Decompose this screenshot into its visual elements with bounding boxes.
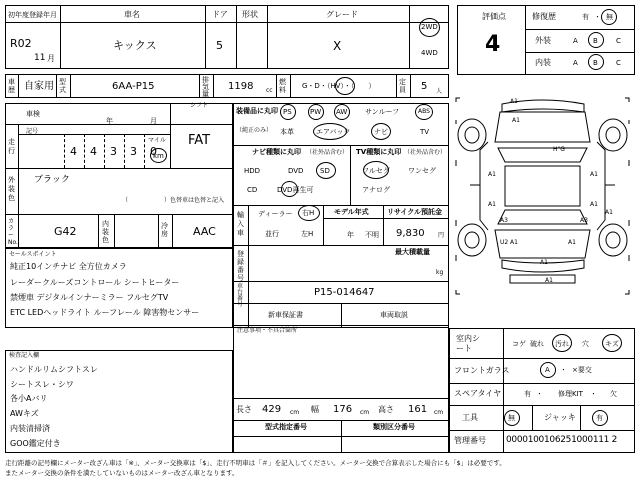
import-right: 右H xyxy=(302,209,315,217)
length-unit: cm xyxy=(290,409,300,416)
navi-sd: SD xyxy=(320,167,330,175)
equip-sunroof: サンルーフ xyxy=(365,108,400,116)
inspection-sheet: 初年度登録年月 R02 11 月 車名 キックス ドア 5 形状 グレード X 2WD 4WD 評価点 4 修復歴 有 ・ 無 外装 A B C 内装 A B C 車歴 自家用 型式 6AA-P15 排気量 1198 cc 燃料 G・D・（HV）・（ ） 定員 5 人 車検 年 月 シフト FAT 走行 記号 4 4 3 3 0 マイル km 外装色 ブラック （ ）色替車は色替と記入 カラーNo. G42 内装色 冷房 AAC 装備品に丸印 （純正のみ） PS PW AW サンルーフ ABS 本革 エアバック ナビ TV ナビ種類に丸印 （社外品含む） HDD DVD SD CD DVD再生可 TV種類に丸印 （社外品含む） フルセグ ワンセグ アナログ 輸入車 ディーラー 右H 並行 左H モデル年式 年 不明 リサイクル預託金 9,830 円 登録番号 最大積載量 kg 車台番号 P15-014647 新車保証書 車両取説 セールスポイント 純正10インチナビ 全方位カメラ レーダークルーズコントロール シートヒーター 禁煙車 デジタルインナーミラー フルセグTV ETC LEDヘッドライト ルーフレール 障害物センサー 注意事項・不具合箇所 長さ 429 cm 幅 176 cm 高さ 161 cm 型式指定番号 類別区分番号 検査記入欄 ハンドルリムシフトスレ シートスレ・シワ 各小Aバリ AWキズ 内装清掃済 GOO鑑定付き A1 A1 A1 A1 A1 A1 A1 A3 A3 A1 U2 A1 A1 A1 H"G 室内シート コゲ 破れ 汚れ 穴 キズ フロントガラス A ・ ×要交 スペアタイヤ 有 ・ 修理KIT ・ 欠 工具 無 ジャッキ 有 管理番号 0000100106251000111 2 走行距離の記号欄にメーター改ざん車は「※」、メーター交換車は「$」、走行不明車は「＃」を記入してください。メーター交換で合算表示した場合にも「$」は必要です。 またメーター交換の条件を満たしていないものはメーター改ざん車となります。 xyxy=(0,0,640,480)
import-left: 左H xyxy=(301,230,314,238)
mileage-unit-label: マイル xyxy=(148,137,166,144)
spare-repair-kit: 修理KIT xyxy=(558,390,583,398)
mileage-digit-2: 4 xyxy=(90,145,97,158)
height-label: 高さ xyxy=(378,405,394,414)
class-label: 類別区分番号 xyxy=(373,423,415,431)
equip-abs: ABS xyxy=(418,108,430,115)
aircon-label: 冷房 xyxy=(161,222,168,238)
tools-value: 無 xyxy=(508,414,515,422)
damage-mark: A1 xyxy=(590,171,598,178)
shape-label: 形状 xyxy=(242,10,258,19)
recycle-yen-unit: 円 xyxy=(438,232,445,239)
navi-dvd: DVD xyxy=(288,167,304,175)
height-value: 161 xyxy=(408,404,428,415)
fuel-hv-circle xyxy=(335,77,355,95)
inspector-label: 検査記入欄 xyxy=(9,352,40,359)
car-diagram xyxy=(450,90,635,320)
drive-2wd: 2WD xyxy=(421,23,438,31)
mileage-label: 走行 xyxy=(8,138,15,155)
aircon-value: AAC xyxy=(193,225,216,238)
door-value: 5 xyxy=(216,39,223,52)
import-label: 輸入車 xyxy=(237,211,244,237)
mileage-digits-label: 記号 xyxy=(26,128,39,135)
color-no-value: G42 xyxy=(54,225,77,238)
mileage-digit-4: 3 xyxy=(130,145,137,158)
score-value: 4 xyxy=(485,32,501,57)
selling-line-1: 純正10インチナビ 全方位カメラ xyxy=(10,262,127,271)
usage-value: 自家用 xyxy=(24,81,54,92)
inspector-line-5: 内装清掃済 xyxy=(10,424,50,433)
model-year-unknown: 不明 xyxy=(365,231,379,239)
interior-sheet-label: 室内シート xyxy=(456,334,480,353)
model-year-unit: 年 xyxy=(347,231,354,239)
footer-line-2: またメーター交換の条件を満たしていないものはメーター改ざん車となります。 xyxy=(5,469,239,477)
navi-cd: CD xyxy=(247,186,258,194)
spare-missing: 欠 xyxy=(610,390,617,398)
capacity-value: 5 xyxy=(421,81,428,92)
jack-label: ジャッキ xyxy=(544,413,576,422)
mileage-digit-5: 0 xyxy=(150,145,157,158)
reg-month-unit: 月 xyxy=(47,54,55,63)
import-dealer: ディーラー xyxy=(258,210,293,218)
max-load-kg: kg xyxy=(436,269,444,276)
displacement-label: 排気量 xyxy=(202,76,209,98)
equip-tv: TV xyxy=(420,128,430,136)
reg-year-value: R02 xyxy=(10,37,32,50)
management-value: 0000100106251000111 2 xyxy=(506,435,618,445)
cc-unit: cc xyxy=(266,87,273,94)
color-no-label: カラーNo. xyxy=(8,218,18,246)
spare-sep-1: ・ xyxy=(536,390,543,398)
color-value: ブラック xyxy=(34,175,70,185)
equipment-sub-label: （純正のみ） xyxy=(236,127,273,134)
length-label: 長さ xyxy=(236,405,252,414)
interior-label: 内装 xyxy=(535,58,551,67)
damage-mark: A1 xyxy=(568,239,576,246)
door-label: ドア xyxy=(212,10,228,19)
damage-mark: A3 xyxy=(500,217,508,224)
score-label: 評価点 xyxy=(482,12,506,21)
mileage-digit-1: 4 xyxy=(70,145,77,158)
navi-hdd: HDD xyxy=(244,167,261,175)
sheet-tear: 破れ xyxy=(530,340,544,348)
damage-mark: A1 xyxy=(510,98,518,105)
damage-mark: A1 xyxy=(540,259,548,266)
fuel-options: G・D・（HV）・（ ） xyxy=(302,82,376,90)
management-label: 管理番号 xyxy=(454,436,486,445)
repair-no: 無 xyxy=(606,13,613,21)
grade-label: グレード xyxy=(326,10,358,19)
damage-mark: A1 xyxy=(510,239,518,246)
ext-grade-c: C xyxy=(616,37,621,45)
damage-mark: A1 xyxy=(512,117,520,124)
navi-dvd-play: DVD再生可 xyxy=(277,186,314,194)
mileage-digit-3: 3 xyxy=(110,145,117,158)
inspector-line-3: 各小Aバリ xyxy=(10,394,48,403)
capacity-label: 定員 xyxy=(399,78,406,94)
chassis-value: P15-014647 xyxy=(314,287,375,298)
car-outline-icon xyxy=(450,90,635,320)
selling-points-label: セールスポイント xyxy=(9,251,57,258)
inspection-month-unit: 月 xyxy=(150,117,157,125)
type-cert-label: 型式指定番号 xyxy=(265,423,307,431)
damage-mark: A1 xyxy=(545,277,553,284)
usage-label: 車歴 xyxy=(8,78,15,94)
interior-color-label: 内装色 xyxy=(102,220,109,244)
shift-value: FAT xyxy=(188,133,211,148)
drive-4wd: 4WD xyxy=(421,49,438,57)
sheet-hole: 穴 xyxy=(582,340,589,348)
sheet-scratch: キズ xyxy=(605,340,619,348)
shift-label: シフト xyxy=(190,102,209,109)
front-glass-replace: ×要交 xyxy=(572,366,592,374)
width-unit: cm xyxy=(360,409,370,416)
inspector-line-4: AWキズ xyxy=(10,409,39,418)
displacement-value: 1198 xyxy=(228,81,254,92)
reg-month-value: 11 xyxy=(34,53,46,63)
sheet-stain: 汚れ xyxy=(555,340,569,348)
damage-mark: H"G xyxy=(553,146,565,153)
tv-fullseg: フルセグ xyxy=(362,167,390,175)
recycle-label: リサイクル預託金 xyxy=(387,208,443,216)
equip-navi: ナビ xyxy=(374,128,388,136)
width-value: 176 xyxy=(333,404,353,415)
damage-mark: A1 xyxy=(488,201,496,208)
warranty-doc: 新車保証書 xyxy=(268,311,303,319)
equip-ps: PS xyxy=(283,108,292,116)
front-glass-label: フロントガラス xyxy=(454,366,510,375)
int-grade-b: B xyxy=(593,59,598,67)
model-value: キックス xyxy=(113,39,157,52)
tv-type-label: TV種類に丸印 xyxy=(356,148,402,156)
selling-line-3: 禁煙車 デジタルインナーミラー フルセグTV xyxy=(10,293,169,302)
inspection-year-unit: 年 xyxy=(106,117,113,125)
front-glass-sep: ・ xyxy=(560,366,567,374)
notice-label: 注意事項・不具合箇所 xyxy=(237,327,298,334)
type-label: 型式 xyxy=(59,78,66,94)
navi-type-sub: （社外品含む） xyxy=(306,149,349,156)
fuel-label: 燃料 xyxy=(279,78,286,94)
tv-analog: アナログ xyxy=(362,186,390,194)
model-label: 車名 xyxy=(124,10,140,19)
model-year-label: モデル年式 xyxy=(334,208,369,216)
mileage-unit-km: km xyxy=(153,152,164,160)
selling-line-4: ETC LEDヘッドライト ルーフレール 障害物センサー xyxy=(10,308,200,317)
sheet-scorch: コゲ xyxy=(512,340,526,348)
equip-leather: 本革 xyxy=(280,128,294,136)
length-value: 429 xyxy=(262,404,282,415)
equip-pw: PW xyxy=(310,108,322,116)
color-label: 外装色 xyxy=(8,176,15,202)
inspector-line-2: シートスレ・シワ xyxy=(10,380,74,389)
inspector-line-6: GOO鑑定付き xyxy=(10,439,61,448)
spare-label: スペアタイヤ xyxy=(454,389,502,398)
equip-airbag: エアバック xyxy=(316,128,351,136)
import-parallel: 並行 xyxy=(265,230,279,238)
inspection-label: 車検 xyxy=(26,110,40,118)
equipment-label: 装備品に丸印 xyxy=(236,107,278,115)
int-grade-a: A xyxy=(573,59,578,67)
repair-yes: 有 xyxy=(582,13,589,21)
spare-yes: 有 xyxy=(524,390,531,398)
height-unit: cm xyxy=(434,409,444,416)
recycle-value: 9,830 xyxy=(396,228,425,239)
width-label: 幅 xyxy=(311,405,319,414)
tools-label: 工具 xyxy=(462,413,478,422)
jack-value: 有 xyxy=(596,414,603,422)
type-value: 6AA-P15 xyxy=(112,81,155,92)
equip-aw: AW xyxy=(336,108,348,116)
navi-type-label: ナビ種類に丸印 xyxy=(252,148,301,156)
repair-label: 修復歴 xyxy=(532,12,556,21)
inspector-line-1: ハンドルリムシフトスレ xyxy=(10,365,98,374)
damage-mark: U2 xyxy=(500,239,509,246)
damage-mark: A3 xyxy=(580,217,588,224)
front-glass-a: A xyxy=(545,366,550,374)
footer-line-1: 走行距離の記号欄にメーター改ざん車は「※」、メーター交換車は「$」、走行不明車は「＃」を記入してください。メーター交換で合算表示した場合にも「$」は必要です。 xyxy=(5,459,506,467)
manual-doc: 車両取説 xyxy=(380,311,408,319)
max-load-label: 最大積載量 xyxy=(395,248,430,256)
spare-sep-2: ・ xyxy=(590,390,597,398)
person-unit: 人 xyxy=(436,88,443,95)
dvd-play-circle xyxy=(281,181,298,197)
exterior-label: 外装 xyxy=(535,36,551,45)
reg-year-label: 初年度登録年月 xyxy=(8,11,57,19)
damage-mark: A1 xyxy=(488,171,496,178)
registration-label: 登録番号 xyxy=(237,250,244,282)
damage-mark: A1 xyxy=(590,201,598,208)
damage-mark: A1 xyxy=(605,209,613,216)
grade-value: X xyxy=(333,39,342,53)
tv-type-sub: （社外品含む） xyxy=(404,149,447,156)
selling-line-2: レーダークルーズコントロール シートヒーター xyxy=(10,278,180,287)
color-note: （ ）色替車は色替と記入 xyxy=(122,197,225,204)
tv-oneseg: ワンセグ xyxy=(408,167,436,175)
int-grade-c: C xyxy=(616,59,621,67)
chassis-label: 車台番号 xyxy=(237,283,244,308)
ext-grade-b: B xyxy=(593,37,598,45)
ext-grade-a: A xyxy=(573,37,578,45)
row-usage xyxy=(5,74,449,98)
